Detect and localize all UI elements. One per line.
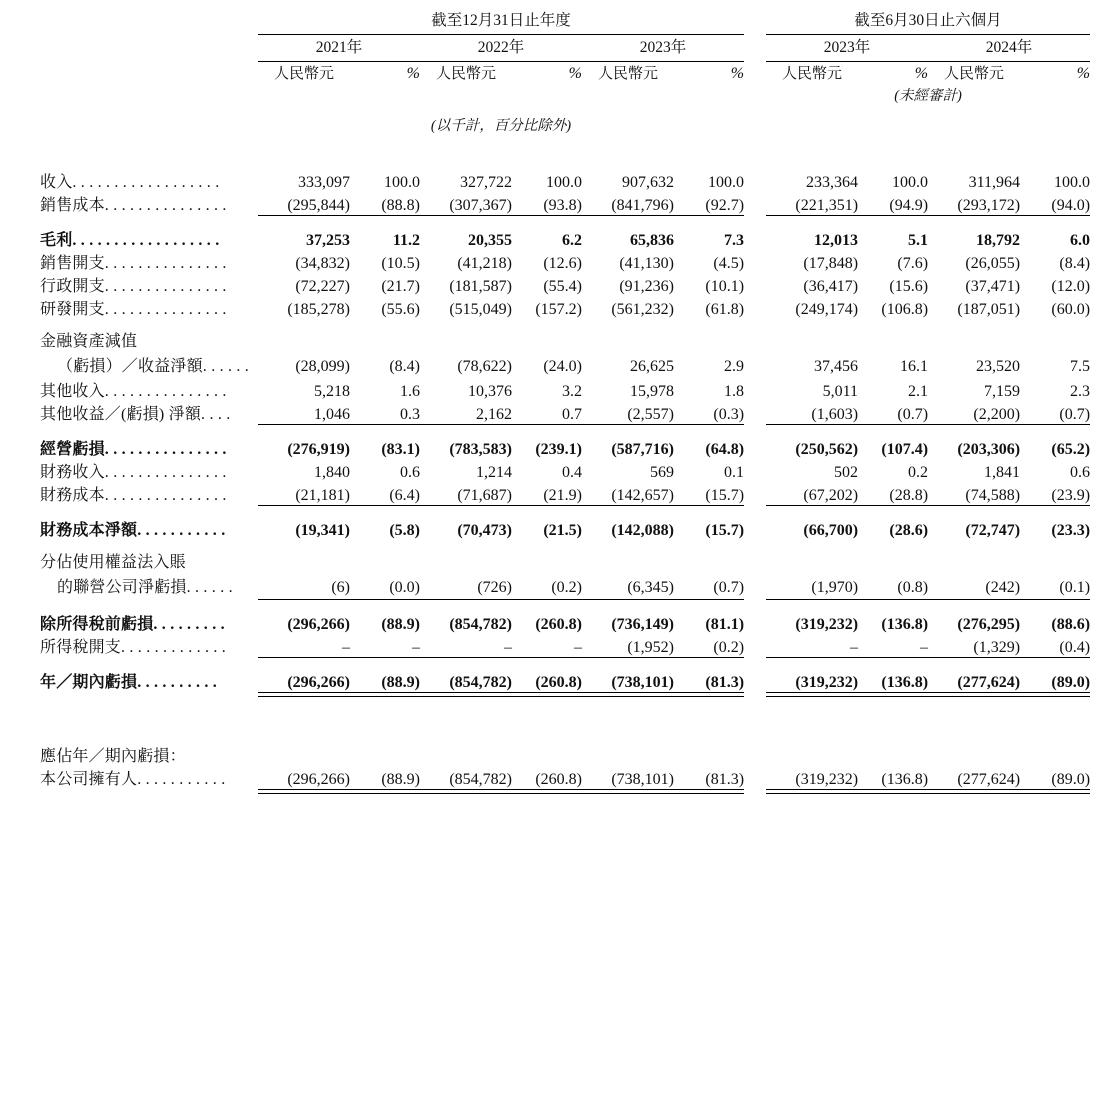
cell-value: 0.6 bbox=[400, 464, 420, 481]
cell-value: (8.4) bbox=[389, 358, 420, 375]
gap-cell bbox=[744, 401, 766, 424]
cell-value: 15,978 bbox=[630, 383, 674, 400]
cell-value: (19,341) bbox=[295, 522, 350, 539]
gap-cell bbox=[744, 296, 766, 319]
cell-value: 5,011 bbox=[822, 383, 859, 400]
cell-value: – bbox=[504, 639, 512, 656]
cell-value: (10.1) bbox=[705, 278, 745, 295]
cell-value: 12,013 bbox=[814, 232, 859, 249]
header-unaudited-note: (未經審計) bbox=[894, 88, 962, 104]
cell-value: (94.0) bbox=[1051, 197, 1091, 214]
cell-value: (136.8) bbox=[881, 616, 929, 633]
cell-value: (319,232) bbox=[795, 674, 859, 691]
cell-value: (136.8) bbox=[881, 771, 929, 788]
cell-value: (71,687) bbox=[457, 487, 512, 504]
cell-value: (21.7) bbox=[381, 278, 420, 295]
cell-value: (0.4) bbox=[1059, 639, 1091, 656]
cell-value: (185,278) bbox=[287, 301, 350, 318]
cell-value: (94.9) bbox=[889, 197, 929, 214]
table-row bbox=[40, 540, 1090, 572]
table-row bbox=[40, 169, 1090, 192]
row-label: （虧損）／收益淨額. . . . . . bbox=[57, 358, 250, 375]
cell-value: (64.8) bbox=[705, 441, 745, 458]
header-year-2023: 2023年 bbox=[582, 35, 744, 62]
cell-value: (12.0) bbox=[1051, 278, 1091, 295]
header-group-annual: 截至12月31日止年度 bbox=[258, 8, 744, 35]
header-year-2023-interim: 2023年 bbox=[766, 35, 928, 62]
cell-value: (277,624) bbox=[957, 674, 1021, 691]
cell-value: (242) bbox=[985, 579, 1021, 596]
cell-value: 502 bbox=[834, 464, 859, 481]
gap-cell bbox=[744, 572, 766, 599]
header-unit-pct-2023: % bbox=[730, 65, 745, 82]
header-unit-rmb-2024i: 人民幣元 bbox=[944, 66, 1005, 82]
financial-statement-page bbox=[0, 8, 1109, 1114]
table-row bbox=[40, 572, 1090, 599]
cell-value: (55.4) bbox=[543, 278, 582, 295]
header-gap bbox=[744, 8, 766, 35]
cell-value: (854,782) bbox=[449, 674, 512, 691]
cell-value: 327,722 bbox=[460, 174, 512, 191]
cell-value: (88.9) bbox=[381, 674, 420, 691]
cell-value: (106.8) bbox=[881, 301, 929, 318]
header-unit-row bbox=[40, 62, 1090, 83]
cell-value: (15.7) bbox=[705, 487, 745, 504]
rule-cell bbox=[582, 789, 744, 794]
cell-value: (6) bbox=[331, 579, 350, 596]
cell-value: (81.3) bbox=[705, 674, 745, 691]
table-row bbox=[40, 401, 1090, 424]
cell-value: – bbox=[920, 639, 929, 656]
gap-cell bbox=[744, 634, 766, 657]
cell-value: (83.1) bbox=[381, 441, 420, 458]
cell-value: (0.8) bbox=[897, 579, 929, 596]
cell-value: (293,172) bbox=[957, 197, 1021, 214]
cell-value: (250,562) bbox=[795, 441, 859, 458]
cell-value: (74,588) bbox=[965, 487, 1021, 504]
table-row bbox=[40, 319, 1090, 351]
cell-value: (783,583) bbox=[449, 441, 512, 458]
cell-value: 100.0 bbox=[708, 174, 745, 191]
cell-value: (24.0) bbox=[543, 358, 582, 375]
spacer-row bbox=[40, 135, 1090, 169]
table-row bbox=[40, 216, 1090, 250]
cell-value: (260.8) bbox=[535, 674, 582, 691]
row-label: 除所得稅前虧損. . . . . . . . . bbox=[40, 616, 225, 633]
cell-value: (736,149) bbox=[611, 616, 674, 633]
rule-cell bbox=[420, 789, 582, 794]
cell-value: (28.6) bbox=[889, 522, 929, 539]
cell-value: (0.2) bbox=[713, 639, 745, 656]
cell-value: (0.7) bbox=[897, 406, 929, 423]
cell-value: (88.9) bbox=[381, 771, 420, 788]
cell-value: (2,200) bbox=[973, 406, 1021, 423]
cell-value: 1,046 bbox=[314, 406, 350, 423]
cell-value: (88.9) bbox=[381, 616, 420, 633]
spacer-cell bbox=[40, 135, 1090, 169]
cell-value: (854,782) bbox=[449, 616, 512, 633]
cell-value: (37,471) bbox=[965, 278, 1021, 295]
cell-value: (92.7) bbox=[705, 197, 745, 214]
cell-value: (1,952) bbox=[627, 639, 674, 656]
cell-value: (0.1) bbox=[1059, 579, 1091, 596]
cell-value: (93.8) bbox=[543, 197, 582, 214]
header-group-interim: 截至6月30日止六個月 bbox=[766, 8, 1090, 35]
row-label: 研發開支. . . . . . . . . . . . . . . bbox=[40, 301, 227, 318]
cell-value: (0.2) bbox=[551, 579, 582, 596]
cell-value: (187,051) bbox=[957, 301, 1021, 318]
cell-value: (1,329) bbox=[973, 639, 1021, 656]
cell-value: 1,214 bbox=[476, 464, 512, 481]
cell-value: (738,101) bbox=[611, 674, 674, 691]
cell-value: (260.8) bbox=[535, 771, 582, 788]
cell-value: (89.0) bbox=[1051, 771, 1091, 788]
cell-value: (260.8) bbox=[535, 616, 582, 633]
gap-cell bbox=[744, 506, 766, 540]
cell-value: (587,716) bbox=[611, 441, 674, 458]
row-label: 行政開支. . . . . . . . . . . . . . . bbox=[40, 278, 227, 295]
rule-cell bbox=[258, 789, 420, 794]
header-year-2024-interim: 2024年 bbox=[928, 35, 1090, 62]
header-unit-pct-2021: % bbox=[406, 65, 420, 82]
cell-value: (91,236) bbox=[619, 278, 674, 295]
cell-value: (6,345) bbox=[627, 579, 674, 596]
row-label: 財務收入. . . . . . . . . . . . . . . bbox=[40, 464, 227, 481]
cell-value: (221,351) bbox=[795, 197, 859, 214]
cell-value: (181,587) bbox=[449, 278, 512, 295]
cell-value: 311,964 bbox=[968, 174, 1021, 191]
cell-value: (88.6) bbox=[1051, 616, 1091, 633]
cell-value: 23,520 bbox=[976, 358, 1021, 375]
cell-value: 100.0 bbox=[892, 174, 929, 191]
cell-value: 0.4 bbox=[562, 464, 582, 481]
cell-value: 569 bbox=[650, 464, 674, 481]
rule-gap bbox=[744, 789, 766, 794]
cell-value: (67,202) bbox=[803, 487, 859, 504]
cell-value: (21.5) bbox=[543, 522, 582, 539]
cell-value: (60.0) bbox=[1051, 301, 1091, 318]
empty-cells bbox=[258, 319, 1090, 351]
empty-cells bbox=[258, 743, 1090, 766]
cell-value: (515,049) bbox=[449, 301, 512, 318]
gap-cell bbox=[744, 482, 766, 505]
header-year-2021: 2021年 bbox=[258, 35, 420, 62]
table-row bbox=[40, 459, 1090, 482]
cell-value: (81.1) bbox=[705, 616, 745, 633]
table-row bbox=[40, 296, 1090, 319]
table-row bbox=[40, 482, 1090, 505]
cell-value: 20,355 bbox=[468, 232, 512, 249]
cell-value: (319,232) bbox=[795, 616, 859, 633]
header-blank bbox=[40, 8, 258, 35]
cell-value: 3.2 bbox=[562, 383, 582, 400]
cell-value: (15.6) bbox=[889, 278, 929, 295]
cell-value: (81.3) bbox=[705, 771, 745, 788]
cell-value: (8.4) bbox=[1059, 255, 1091, 272]
cell-value: (142,657) bbox=[611, 487, 674, 504]
cell-value: 0.6 bbox=[1070, 464, 1091, 481]
header-blank2 bbox=[40, 35, 258, 62]
gap-cell bbox=[744, 216, 766, 250]
cell-value: (319,232) bbox=[795, 771, 859, 788]
cell-value: 1.8 bbox=[724, 383, 745, 400]
cell-value: 100.0 bbox=[546, 174, 582, 191]
cell-value: (0.7) bbox=[713, 579, 745, 596]
cell-value: 37,456 bbox=[814, 358, 859, 375]
cell-value: 2,162 bbox=[476, 406, 512, 423]
header-unit-rmb-2023: 人民幣元 bbox=[597, 66, 658, 82]
cell-value: 0.2 bbox=[908, 464, 929, 481]
cell-value: (107.4) bbox=[881, 441, 929, 458]
header-group-row bbox=[40, 8, 1090, 35]
cell-value: (276,295) bbox=[957, 616, 1021, 633]
cell-value: (21.9) bbox=[543, 487, 582, 504]
cell-value: (1,603) bbox=[811, 406, 859, 423]
cell-value: (23.9) bbox=[1051, 487, 1091, 504]
row-label: 毛利. . . . . . . . . . . . . . . . . . bbox=[40, 232, 220, 249]
cell-value: (72,747) bbox=[965, 522, 1021, 539]
header-empty-annual bbox=[258, 83, 744, 105]
cell-value: (34,832) bbox=[295, 255, 350, 272]
header-unit-pct-2024i: % bbox=[1076, 65, 1091, 82]
row-label: 金融資產減值 bbox=[40, 333, 138, 350]
cell-value: (4.5) bbox=[713, 255, 745, 272]
cell-value: (277,624) bbox=[957, 771, 1021, 788]
cell-value: (1,970) bbox=[811, 579, 859, 596]
header-gap5 bbox=[744, 105, 766, 135]
cell-value: – bbox=[850, 639, 859, 656]
gap-cell bbox=[744, 658, 766, 692]
gap-cell bbox=[744, 351, 766, 378]
cell-value: (2,557) bbox=[627, 406, 674, 423]
cell-value: (55.6) bbox=[381, 301, 420, 318]
cell-value: 100.0 bbox=[1054, 174, 1091, 191]
cell-value: 100.0 bbox=[384, 174, 420, 191]
cell-value: 16.1 bbox=[900, 358, 929, 375]
income-statement-table bbox=[40, 8, 1090, 794]
cell-value: (17,848) bbox=[803, 255, 859, 272]
cell-value: 1,841 bbox=[984, 464, 1021, 481]
cell-value: 5,218 bbox=[314, 383, 350, 400]
header-gap2 bbox=[744, 35, 766, 62]
gap-cell bbox=[744, 378, 766, 401]
cell-value: (0.7) bbox=[1059, 406, 1091, 423]
cell-value: (307,367) bbox=[449, 197, 512, 214]
cell-value: (136.8) bbox=[881, 674, 929, 691]
header-gap4 bbox=[744, 83, 766, 105]
cell-value: (296,266) bbox=[287, 674, 350, 691]
rule-blank bbox=[40, 789, 258, 794]
cell-value: (0.0) bbox=[389, 579, 420, 596]
row-label: 其他收益／(虧損) 淨額. . . . bbox=[40, 406, 231, 423]
row-label: 的聯營公司淨虧損. . . . . . bbox=[57, 579, 233, 596]
cell-value: (26,055) bbox=[965, 255, 1021, 272]
header-unit-pct-2023i: % bbox=[914, 65, 929, 82]
table-row bbox=[40, 378, 1090, 401]
cell-value: 907,632 bbox=[622, 174, 674, 191]
cell-value: (6.4) bbox=[389, 487, 420, 504]
cell-value: (249,174) bbox=[795, 301, 859, 318]
rule-cell bbox=[766, 789, 928, 794]
cell-value: 7.5 bbox=[1070, 358, 1091, 375]
gap-cell bbox=[744, 250, 766, 273]
table-row bbox=[40, 658, 1090, 692]
header-year-2022: 2022年 bbox=[420, 35, 582, 62]
rule-cell bbox=[928, 789, 1090, 794]
header-thousands-row bbox=[40, 105, 1090, 135]
cell-value: 5.1 bbox=[908, 232, 929, 249]
table-row bbox=[40, 351, 1090, 378]
table-row bbox=[40, 273, 1090, 296]
header-thousands-note: (以千計，百分比除外) bbox=[430, 118, 572, 134]
cell-value: (41,218) bbox=[457, 255, 512, 272]
cell-value: 1,840 bbox=[314, 464, 350, 481]
cell-value: (41,130) bbox=[619, 255, 674, 272]
header-unaudited-row bbox=[40, 83, 1090, 105]
cell-value: – bbox=[574, 639, 582, 656]
table-row bbox=[40, 600, 1090, 634]
table-row bbox=[40, 192, 1090, 215]
table-row bbox=[40, 766, 1090, 789]
cell-value: – bbox=[412, 639, 420, 656]
cell-value: (7.6) bbox=[897, 255, 929, 272]
gap-cell bbox=[744, 600, 766, 634]
cell-value: 10,376 bbox=[468, 383, 512, 400]
cell-value: (295,844) bbox=[287, 197, 350, 214]
cell-value: (239.1) bbox=[535, 441, 582, 458]
cell-value: (23.3) bbox=[1051, 522, 1091, 539]
cell-value: (78,622) bbox=[457, 358, 512, 375]
section-gap-row bbox=[40, 697, 1090, 743]
gap-cell bbox=[744, 766, 766, 789]
row-label: 分佔使用權益法入賬 bbox=[40, 554, 186, 571]
cell-value: (203,306) bbox=[957, 441, 1021, 458]
header-unit-pct-2022: % bbox=[568, 65, 582, 82]
cell-value: (276,919) bbox=[287, 441, 350, 458]
cell-value: 18,792 bbox=[976, 232, 1021, 249]
row-label: 本公司擁有人. . . . . . . . . . . bbox=[40, 771, 226, 788]
header-blank4 bbox=[40, 83, 258, 105]
header-unit-rmb-2023i: 人民幣元 bbox=[782, 66, 843, 82]
attributable-title-row bbox=[40, 743, 1090, 766]
cell-value: 7.3 bbox=[724, 232, 745, 249]
gap-cell bbox=[744, 459, 766, 482]
header-year-row bbox=[40, 35, 1090, 62]
row-label: 所得稅開支. . . . . . . . . . . . . bbox=[40, 639, 227, 656]
cell-value: (21,181) bbox=[295, 487, 350, 504]
cell-value: (10.5) bbox=[381, 255, 420, 272]
header-empty-interim bbox=[766, 105, 1090, 135]
cell-value: – bbox=[342, 639, 350, 656]
cell-value: 7,159 bbox=[984, 383, 1021, 400]
gap-cell bbox=[40, 697, 1090, 743]
cell-value: 0.7 bbox=[562, 406, 582, 423]
cell-value: (89.0) bbox=[1051, 674, 1091, 691]
gap-cell bbox=[744, 192, 766, 215]
cell-value: (854,782) bbox=[449, 771, 512, 788]
row-label: 財務成本. . . . . . . . . . . . . . . bbox=[40, 487, 227, 504]
attributable-title: 應佔年／期內虧損： bbox=[40, 748, 186, 765]
table-row bbox=[40, 506, 1090, 540]
cell-value: (28,099) bbox=[295, 358, 350, 375]
cell-value: 0.1 bbox=[724, 464, 745, 481]
gap-cell bbox=[744, 425, 766, 459]
cell-value: 65,836 bbox=[630, 232, 674, 249]
row-label: 年／期內虧損. . . . . . . . . . bbox=[40, 674, 218, 691]
cell-value: 0.3 bbox=[400, 406, 420, 423]
cell-value: (70,473) bbox=[457, 522, 512, 539]
cell-value: (296,266) bbox=[287, 616, 350, 633]
cell-value: (561,232) bbox=[611, 301, 674, 318]
cell-value: 333,097 bbox=[298, 174, 350, 191]
cell-value: (61.8) bbox=[705, 301, 745, 318]
cell-value: (738,101) bbox=[611, 771, 674, 788]
cell-value: (36,417) bbox=[803, 278, 859, 295]
empty-cells bbox=[258, 540, 1090, 572]
cell-value: 2.1 bbox=[908, 383, 929, 400]
header-unit-rmb-2022: 人民幣元 bbox=[435, 66, 496, 82]
row-label: 其他收入. . . . . . . . . . . . . . . bbox=[40, 383, 227, 400]
row-label: 財務成本淨額. . . . . . . . . . . bbox=[40, 522, 226, 539]
cell-value: (88.8) bbox=[381, 197, 420, 214]
cell-value: 6.0 bbox=[1070, 232, 1091, 249]
cell-value: (15.7) bbox=[705, 522, 745, 539]
cell-value: 233,364 bbox=[806, 174, 859, 191]
header-blank5 bbox=[40, 105, 258, 135]
cell-value: 2.9 bbox=[724, 358, 745, 375]
cell-value: (142,088) bbox=[611, 522, 674, 539]
cell-value: 2.3 bbox=[1070, 383, 1091, 400]
cell-value: 1.6 bbox=[400, 383, 420, 400]
cell-value: (28.8) bbox=[889, 487, 929, 504]
gap-cell bbox=[744, 273, 766, 296]
cell-value: 37,253 bbox=[306, 232, 350, 249]
cell-value: (72,227) bbox=[295, 278, 350, 295]
cell-value: (157.2) bbox=[535, 301, 582, 318]
cell-value: (65.2) bbox=[1051, 441, 1091, 458]
row-label: 經營虧損. . . . . . . . . . . . . . . bbox=[40, 441, 227, 458]
cell-value: (12.6) bbox=[543, 255, 582, 272]
cell-value: (726) bbox=[477, 579, 512, 596]
cell-value: (66,700) bbox=[803, 522, 859, 539]
table-row bbox=[40, 425, 1090, 459]
gap-cell bbox=[744, 169, 766, 192]
table-row bbox=[40, 634, 1090, 657]
cell-value: (5.8) bbox=[389, 522, 420, 539]
header-unit-rmb-2021: 人民幣元 bbox=[273, 66, 334, 82]
row-label: 收入. . . . . . . . . . . . . . . . . . bbox=[40, 174, 220, 191]
cell-value: (296,266) bbox=[287, 771, 350, 788]
cell-value: 26,625 bbox=[630, 358, 674, 375]
cell-value: 11.2 bbox=[392, 232, 420, 249]
cell-value: (841,796) bbox=[611, 197, 674, 214]
header-blank3 bbox=[40, 62, 258, 83]
cell-value: 6.2 bbox=[562, 232, 582, 249]
row-label: 銷售開支. . . . . . . . . . . . . . . bbox=[40, 255, 227, 272]
table-row bbox=[40, 250, 1090, 273]
header-gap3 bbox=[744, 62, 766, 83]
cell-value: (0.3) bbox=[713, 406, 745, 423]
row-label: 銷售成本. . . . . . . . . . . . . . . bbox=[40, 197, 227, 214]
double-rule-row bbox=[40, 789, 1090, 794]
